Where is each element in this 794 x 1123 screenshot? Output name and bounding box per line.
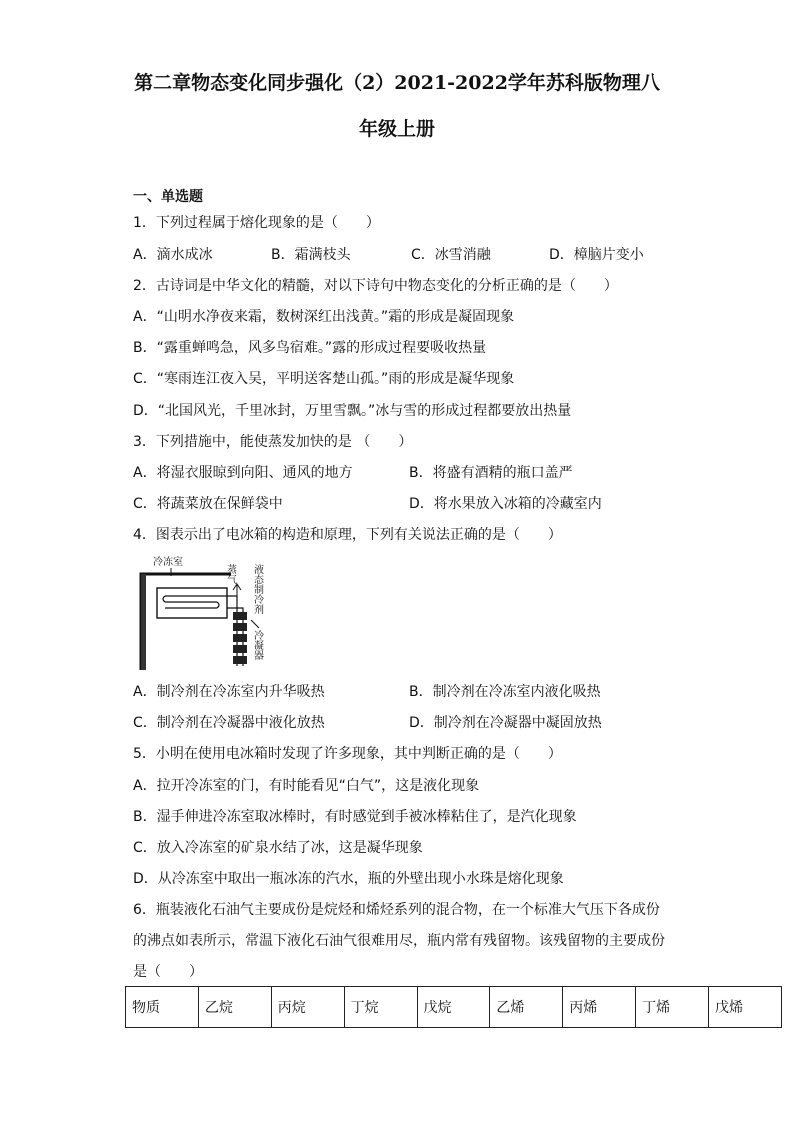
question-1-option-a: A．滴水成冰	[133, 247, 213, 263]
liquid-refrigerant-label: 液态制冷剂	[251, 564, 263, 614]
question-6-stem-line3: 是（ ）	[133, 964, 203, 980]
question-1-option-c: C．冰雪消融	[411, 247, 491, 263]
section-heading: 一、单选题	[133, 189, 203, 205]
page-title-line2: 年级上册	[358, 118, 435, 140]
table-cell: 丁烯	[636, 987, 709, 1028]
table-cell: 乙烯	[490, 987, 563, 1028]
question-3-option-a: A．将湿衣服晾到向阳、通风的地方	[133, 465, 353, 481]
question-6-stem-line1: 6．瓶装液化石油气主要成份是烷烃和烯烃系列的混合物，在一个标准大气压下各成份	[133, 902, 660, 918]
table-cell: 乙烷	[198, 987, 271, 1028]
table-cell: 丙烯	[563, 987, 636, 1028]
condenser-coil	[233, 612, 247, 664]
question-1-option-d: D．樟脑片变小	[549, 247, 644, 263]
question-2-stem: 2．古诗词是中华文化的精髓，对以下诗句中物态变化的分析正确的是（ ）	[133, 278, 618, 294]
question-4-option-a: A．制冷剂在冷冻室内升华吸热	[133, 684, 325, 700]
question-4-option-b: B．制冷剂在冷冻室内液化吸热	[409, 684, 601, 700]
condenser-label: 冷凝器	[251, 630, 263, 660]
evaporator-coil	[157, 588, 227, 618]
question-1-option-b: B．霜满枝头	[271, 247, 351, 263]
question-5-stem: 5．小明在使用电冰箱时发现了许多现象，其中判断正确的是（ ）	[133, 746, 562, 762]
question-4-stem: 4．图表示出了电冰箱的构造和原理，下列有关说法正确的是（ ）	[133, 527, 562, 543]
table-row	[126, 987, 782, 1028]
page-title-line1: 第二章物态变化同步强化（2）2021-2022学年苏科版物理八	[134, 72, 660, 94]
question-3-stem: 3．下列措施中，能使蒸发加快的是 （ ）	[133, 434, 413, 450]
table-cell: 物质	[126, 987, 199, 1028]
question-5-option-b: B．湿手伸进冷冻室取冰棒时，有时感觉到手被冰棒粘住了，是汽化现象	[133, 809, 577, 825]
question-3-option-b: B．将盛有酒精的瓶口盖严	[409, 465, 573, 481]
question-4-option-c: C．制冷剂在冷凝器中液化放热	[133, 715, 325, 731]
freezer-label: 冷冻室	[153, 557, 183, 568]
question-2-option-c: C．“寒雨连江夜入吴，平明送客楚山孤。”雨的形成是凝华现象	[133, 371, 515, 387]
question-3-option-d: D．将水果放入冰箱的冷藏室内	[409, 496, 602, 512]
question-4-option-d: D．制冷剂在冷凝器中凝固放热	[409, 715, 602, 731]
table-cell: 丙烷	[271, 987, 344, 1028]
question-6-stem-line2: 的沸点如表所示，常温下液化石油气很难用尽，瓶内常有残留物。该残留物的主要成份	[133, 933, 665, 949]
table-cell: 戊烷	[417, 987, 490, 1028]
vapor-label: 蒸气	[224, 564, 236, 584]
question-2-option-a: A．“山明水净夜来霜，数树深红出浅黄。”霜的形成是凝固现象	[133, 309, 515, 325]
table-cell: 丁烷	[344, 987, 417, 1028]
question-2-option-b: B．“露重蝉鸣急，风多鸟宿难。”露的形成过程要吸收热量	[133, 340, 487, 356]
question-3-option-c: C．将蔬菜放在保鲜袋中	[133, 496, 283, 512]
question-5-option-a: A．拉开冷冻室的门，有时能看见“白气”，这是液化现象	[133, 778, 480, 794]
refrigerator-diagram	[133, 550, 273, 672]
table-cell: 戊烯	[709, 987, 782, 1028]
question-5-option-d: D．从冷冻室中取出一瓶冰冻的汽水，瓶的外壁出现小水珠是熔化现象	[133, 871, 564, 887]
question-2-option-d: D．“北国风光，千里冰封，万里雪飘。”冰与雪的形成过程都要放出热量	[133, 403, 572, 419]
boiling-point-table	[125, 986, 782, 1028]
question-1-stem: 1．下列过程属于熔化现象的是（ ）	[133, 215, 380, 231]
question-5-option-c: C．放入冷冻室的矿泉水结了冰，这是凝华现象	[133, 840, 423, 856]
